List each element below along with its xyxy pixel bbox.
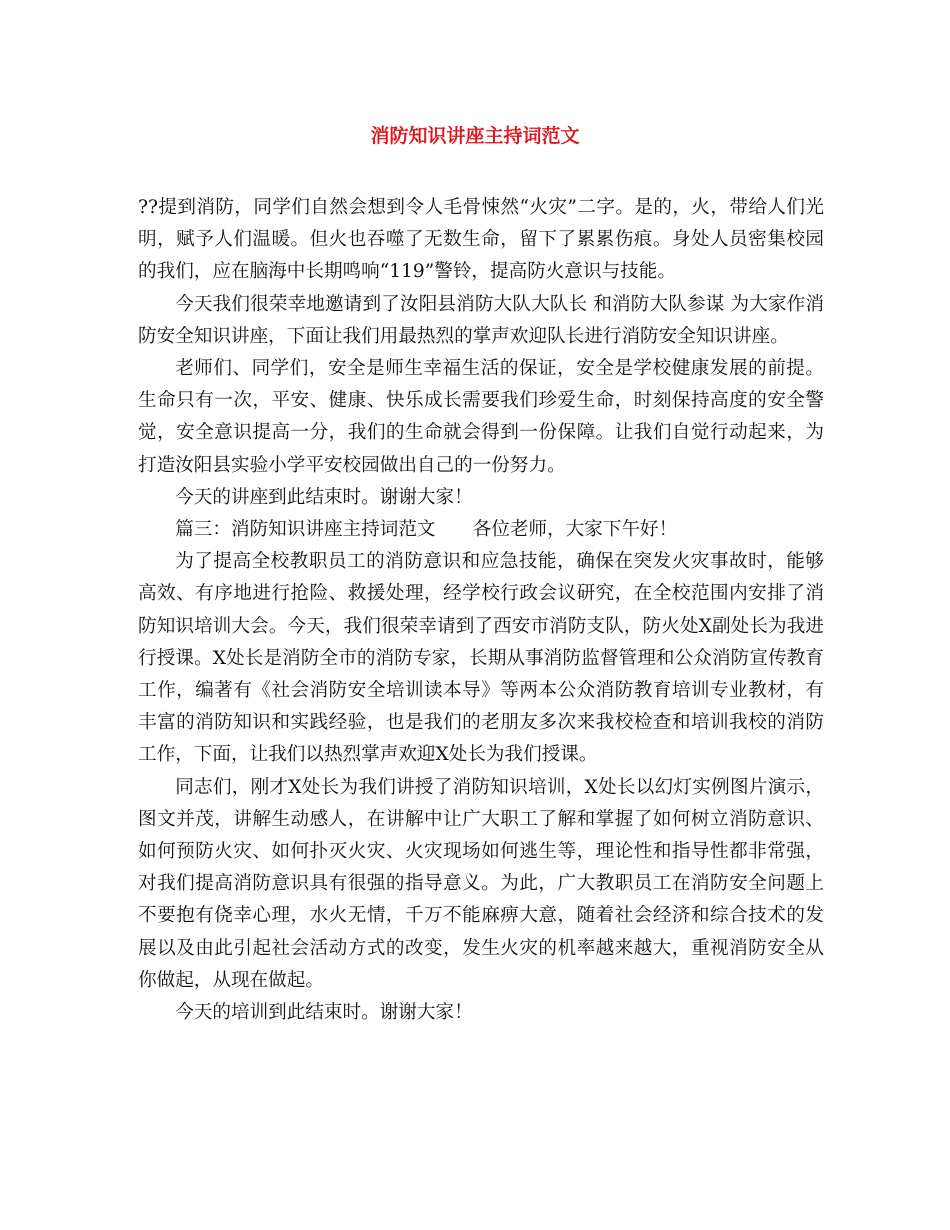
paragraph-training-intro: 为了提高全校教职员工的消防意识和应急技能，确保在突发火灾事故时，能够高效、有序地进行抢险、救援处理，经学校行政会议研究，在全校范围内安排了消防知识培训大会。今天，我们很荣幸请到了西安市消防支队，防火处X副处长为我进行授课。X处长是消防全市的消防专家，长期从事消防监督管理和公众消防宣传教育工作，编著有《社会消防安全培训读本导》等两本公众消防教育培训专业教材，有丰富的消防知识和实践经验，也是我们的老朋友多次来我校检查和培训我校的消防工作，下面，让我们以热烈掌声欢迎X处长为我们授课。 [138,551,824,766]
paragraph-closing-training: 今天的培训到此结束时。谢谢大家！ [175,1002,473,1024]
document-title: 消防知识讲座主持词范文 [370,125,580,147]
paragraph-invitation: 今天我们很荣幸地邀请到了汝阳县消防大队大队长 和消防大队参谋 为大家作消防安全知识讲座，下面让我们用最热烈的掌声欢迎队长进行消防安全知识讲座。 [138,293,824,347]
paragraph-closing-lecture: 今天的讲座到此结束时。谢谢大家！ [175,486,473,508]
paragraph-intro: ??提到消防，同学们自然会想到令人毛骨悚然“火灾”二字。是的，火，带给人们光明，赋予人们温暖。但火也吞噬了无数生命，留下了累累伤痕。身处人员密集校园的我们，应在脑海中长期鸣响“119”警铃，提高防火意识与技能。 [138,197,824,283]
paragraph-training-summary: 同志们，刚才X处长为我们讲授了消防知识培训，X处长以幻灯实例图片演示，图文并茂，讲解生动感人，在讲解中让广大职工了解和掌握了如何树立消防意识、如何预防火灾、如何扑灭火灾、火灾现场如何逃生等，理论性和指导性都非常强，对我们提高消防意识具有很强的指导意义。为此，广大教职员工在消防安全问题上不要抱有侥幸心理，水火无情，千万不能麻痹大意，随着社会经济和综合技术的发展以及由此引起社会活动方式的改变，发生火灾的机率越来越大，重视消防安全从你做起，从现在做起。 [138,776,824,991]
paragraph-section-three-heading: 篇三：消防知识讲座主持词范文 各位老师，大家下午好！ [175,519,678,541]
document-body [138,192,824,1029]
paragraph-safety: 老师们、同学们，安全是师生幸福生活的保证，安全是学校健康发展的前提。生命只有一次，平安、健康、快乐成长需要我们珍爱生命，时刻保持高度的安全警觉，安全意识提高一分，我们的生命就会得到一份保障。让我们自觉行动起来，为打造汝阳县实验小学平安校园做出自己的一份努力。 [138,358,824,476]
